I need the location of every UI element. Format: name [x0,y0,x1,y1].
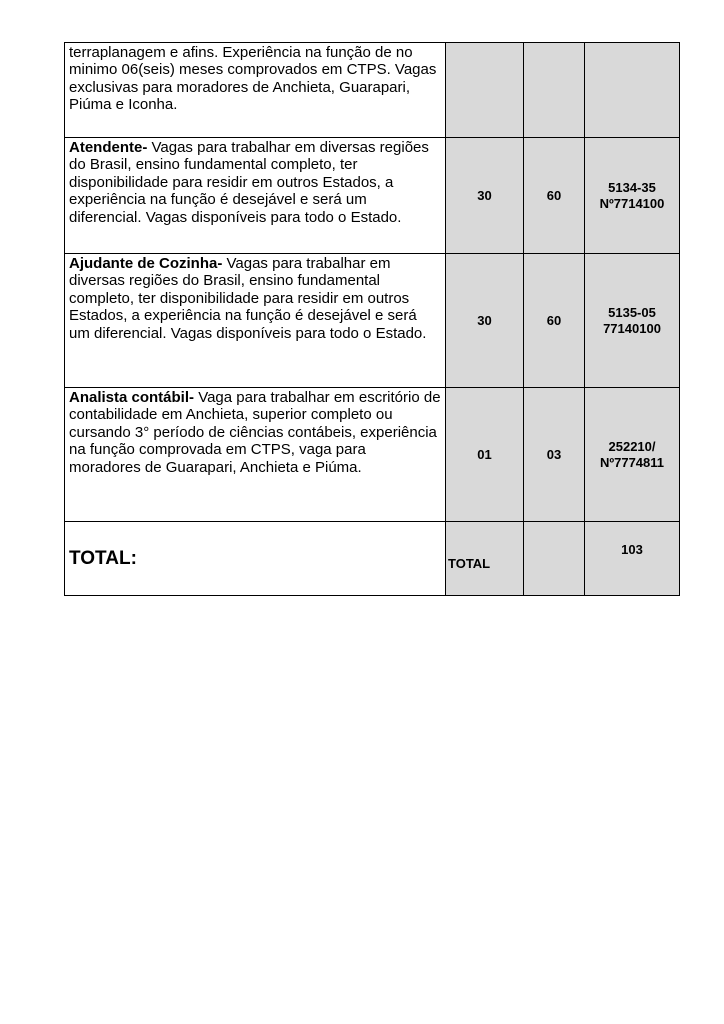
vacancies-cell [446,43,524,138]
total-empty-cell [524,522,585,596]
total-label: TOTAL: [65,522,446,596]
vacancy-number: Nº7714100 [599,195,665,211]
job-vacancies-table [64,42,680,596]
table-row [65,388,680,522]
occupation-code: 252210/ [608,438,656,454]
code-cell [585,43,680,138]
job-description: Vagas para trabalhar em diversas regiões do Brasil, ensino fundamental completo, ter disponibilidade para residir em outros Estados, a experiência na função é desejável e será um diferencial. Vagas disponíveis para todo o Estado. [69,255,427,342]
job-title: Atendente- [69,139,148,156]
job-title: Ajudante de Cozinha- [69,255,223,272]
description-cell [65,388,446,522]
candidates-cell [524,43,585,138]
code-cell [585,388,680,522]
candidates-cell: 60 [524,254,585,388]
total-column-label: TOTAL [446,522,524,596]
candidates-cell: 60 [524,138,585,254]
candidates-cell: 03 [524,388,585,522]
description-cell [65,254,446,388]
table-row [65,43,680,138]
vacancies-cell: 01 [446,388,524,522]
vacancy-number: 77140100 [603,320,661,336]
description-cell [65,43,446,138]
vacancies-cell: 30 [446,254,524,388]
description-text: terraplanagem e afins. Experiência na função de no minimo 06(seis) meses comprovados em CTPS. Vagas exclusivas para moradores de Anchieta, Guarapari, Piúma e Iconha. [69,44,437,114]
job-description: Vagas para trabalhar em diversas regiões do Brasil, ensino fundamental completo, ter disponibilidade para residir em outros Estados, a experiência na função é desejável e será um diferencial. Vagas disponíveis para todo o Estado. [69,139,429,226]
table-row [65,138,680,254]
vacancies-cell: 30 [446,138,524,254]
total-value: 103 [585,522,680,596]
occupation-code: 5135-05 [608,304,656,320]
table-row [65,254,680,388]
vacancy-number: Nº7774811 [599,454,665,470]
total-row [65,522,680,596]
code-cell [585,254,680,388]
job-title: Analista contábil- [69,389,195,406]
occupation-code: 5134-35 [608,179,656,195]
description-cell [65,138,446,254]
job-description: Vaga para trabalhar em escritório de contabilidade em Anchieta, superior completo ou cursando 3° período de ciências contábeis, experiência na função comprovada em CTPS, vaga para moradores de Guarapari, Anchieta e Piúma. [69,389,441,476]
code-cell [585,138,680,254]
